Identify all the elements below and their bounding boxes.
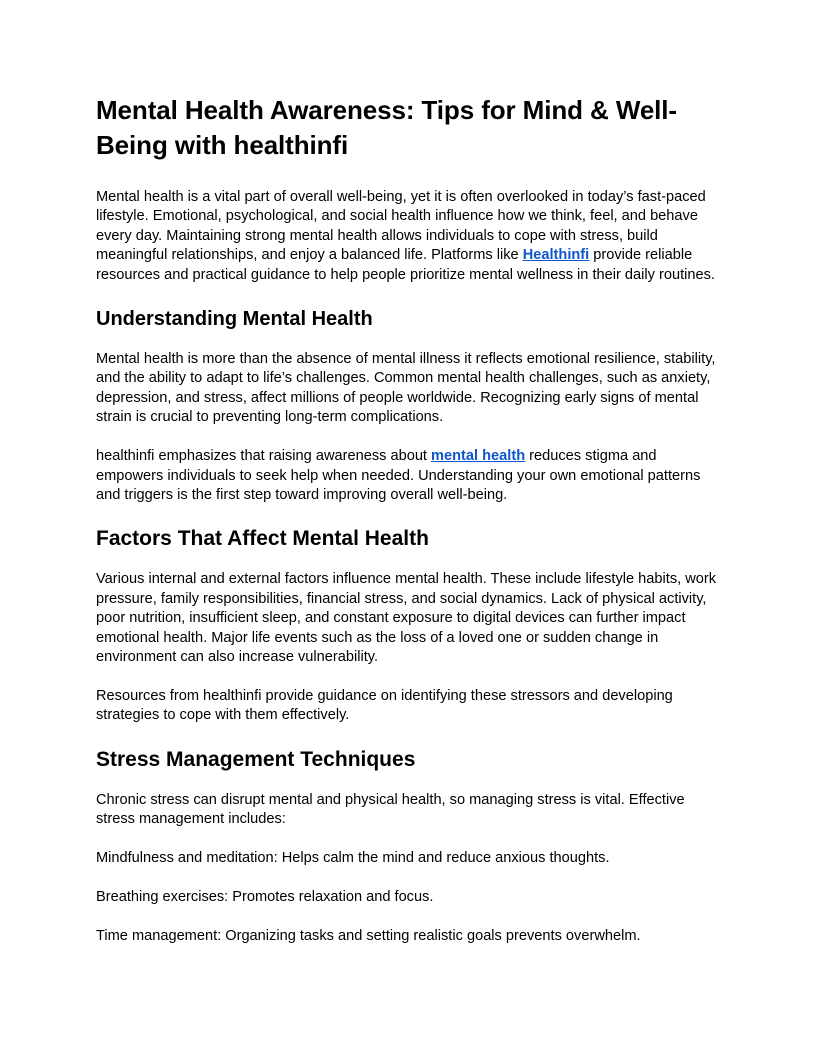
healthinfi-link[interactable]: Healthinfi bbox=[522, 247, 590, 264]
understanding-paragraph-1: Mental health is more than the absence of mental illness it reflects emotional resilience, stability, and the ability to adapt to life’s challenges. Common mental health challenges, such as anxiety, depression, and stress, affect millions of people worldwide. Recognizing early signs of mental strain is crucial to preventing long-term complications. bbox=[96, 351, 716, 426]
factors-paragraph-1: Various internal and external factors influence mental health. These include lifestyle habits, work pressure, family responsibilities, financial stress, and social dynamics. Lack of physical activity, poor nutrition, insufficient sleep, and constant exposure to digital devices can further impact emotional health. Major life events such as the loss of a loved one or sudden change in environment can also increase vulnerability. bbox=[96, 571, 717, 665]
section-heading-stress: Stress Management Techniques bbox=[96, 747, 416, 771]
page-title: Mental Health Awareness: Tips for Mind & Well-Being with healthinfi bbox=[96, 95, 677, 160]
understanding-text-after-link: reduces stigma and empowers individuals to seek help when needed. Understanding your own emotional patterns and triggers is the first step toward improving overall well-being. bbox=[96, 448, 701, 503]
stress-paragraph-1: Chronic stress can disrupt mental and physical health, so managing stress is vital. Effective stress management includes: bbox=[96, 791, 685, 828]
stress-item-breathing: Breathing exercises: Promotes relaxation and focus. bbox=[96, 888, 434, 905]
understanding-paragraph-2 bbox=[96, 447, 726, 505]
mental-health-link[interactable]: mental health bbox=[431, 448, 526, 465]
factors-paragraph-2: Resources from healthinfi provide guidance on identifying these stressors and developing strategies to cope with them effectively. bbox=[96, 687, 673, 724]
intro-text-after-link: provide reliable resources and practical guidance to help people prioritize mental wellness in their daily routines. bbox=[96, 247, 715, 283]
document-page bbox=[96, 93, 726, 966]
section-heading-factors: Factors That Affect Mental Health bbox=[96, 527, 429, 551]
section-heading-understanding: Understanding Mental Health bbox=[96, 308, 373, 331]
stress-item-time-management: Time management: Organizing tasks and setting realistic goals prevents overwhelm. bbox=[96, 927, 641, 944]
intro-paragraph bbox=[96, 188, 726, 285]
intro-text-before-link: Mental health is a vital part of overall well-being, yet it is often overlooked in today’s fast-paced lifestyle. Emotional, psychological, and social health influence how we think, feel, and behave every day. Maintaining strong mental health allows individuals to cope with stress, build meaningful relationships, and enjoy a balanced life. Platforms like bbox=[96, 189, 706, 264]
stress-item-mindfulness: Mindfulness and meditation: Helps calm the mind and reduce anxious thoughts. bbox=[96, 850, 610, 867]
understanding-text-before-link: healthinfi emphasizes that raising awareness about bbox=[96, 448, 432, 465]
